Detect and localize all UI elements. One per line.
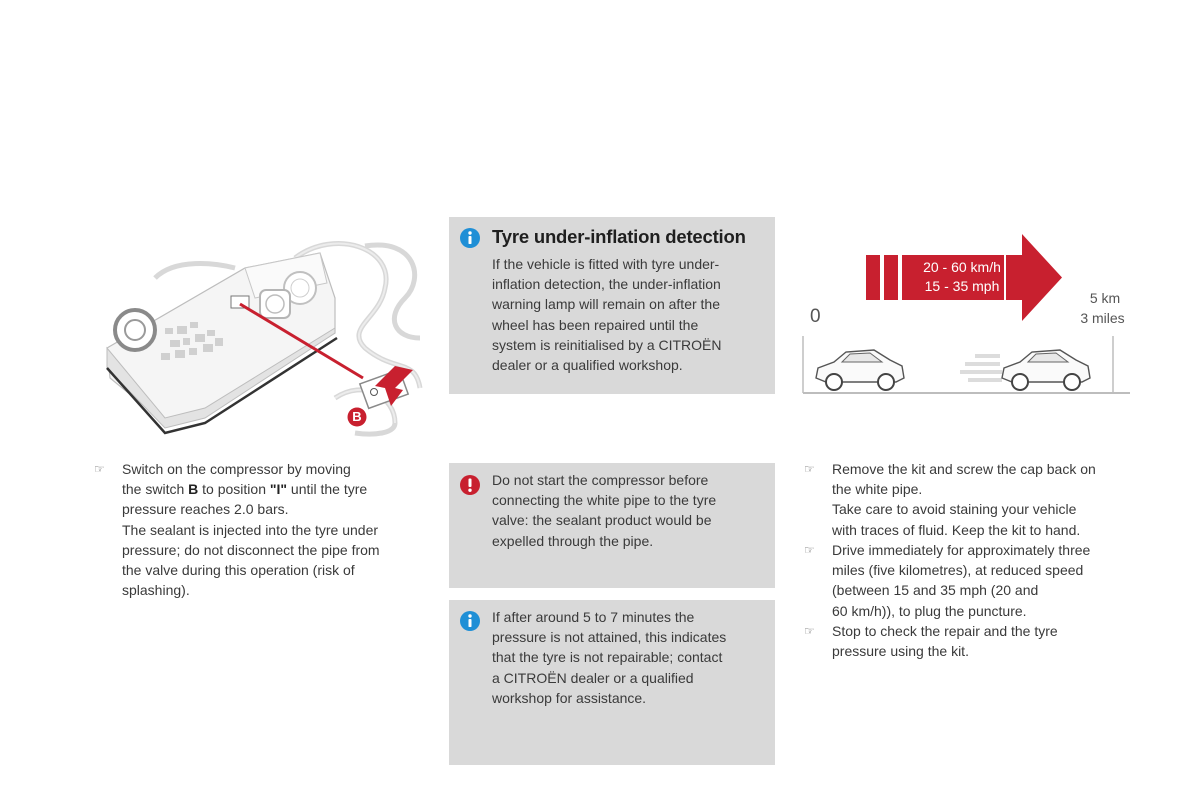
position-label: "I" [269,481,288,498]
text-line: valve: the sealant product would be [492,512,712,529]
text-line: splashing). [122,582,190,599]
text-line: pressure reaches 2.0 bars. [122,501,289,518]
speed-kmh: 20 - 60 km/h [923,259,1001,275]
text-line: If after around 5 to 7 minutes the [492,609,695,625]
text-line: pressure using the kit. [832,643,969,660]
warning-box-body [492,470,762,551]
text-line: Drive immediately for approximately three [832,542,1091,558]
text-line: inflation detection, the under-inflation [492,276,721,293]
text-line: expelled through the pipe. [492,532,654,549]
bullet-hand-icon: ☞ [804,624,815,638]
text-line: the switch [122,481,185,498]
text-line: miles (five kilometres), at reduced speed [832,562,1084,579]
left-instructions [122,459,422,600]
car-icon [812,344,907,394]
text-line: connecting the white pipe to the tyre [492,492,717,509]
speed-mph: 15 - 35 mph [924,278,1000,294]
text-line: that the tyre is not repairable; contact [492,649,723,666]
text-line: Stop to check the repair and the tyre [832,623,1058,639]
right-instruction-3 [832,621,1132,661]
bullet-hand-icon: ☞ [804,462,815,476]
end-distance-miles: 3 miles [1080,310,1125,326]
text-line: pressure; do not disconnect the pipe from [122,541,380,558]
bullet-hand-icon: ☞ [94,462,105,476]
warning-icon [460,475,480,495]
compressor-diagram [95,238,425,438]
text-line: If the vehicle is fitted with tyre under- [492,256,720,272]
right-instruction-2 [832,540,1132,621]
text-line: wheel has been repaired until the [492,316,699,333]
text-line: pressure is not attained, this indicates [492,629,727,646]
diagram-label-b: B [352,409,362,424]
text-line: the white pipe. [832,481,923,498]
text-line: Remove the kit and screw the cap back on [832,461,1096,477]
info-box-title: Tyre under-inflation detection [492,226,746,247]
text-line: workshop for assistance. [492,689,647,706]
bullet-hand-icon: ☞ [804,543,815,557]
text-line: until the tyre [287,481,368,498]
text-line: Switch on the compressor by moving [122,461,351,477]
text-line: Do not start the compressor before [492,472,709,488]
info-box2-body [492,607,762,708]
text-line: to position [198,481,270,498]
end-distance-km: 5 km [1089,290,1121,306]
text-line: Take care to avoid staining your vehicle [832,501,1077,518]
text-line: The sealant is injected into the tyre under [122,521,379,538]
text-line: a CITROËN dealer or a qualified [492,669,694,686]
info-icon [460,611,480,631]
text-line: the valve during this operation (risk of [122,562,355,579]
text-line: system is reinitialised by a CITROËN [492,336,722,353]
info-box-body [492,254,762,375]
info-icon [460,228,480,248]
right-instruction-1 [832,459,1132,540]
text-line: dealer or a qualified workshop. [492,357,683,374]
car-icon [998,344,1093,394]
speed-arrow-graphic [800,228,1135,398]
text-line: (between 15 and 35 mph (20 and [832,582,1039,599]
text-line: with traces of fluid. Keep the kit to hand. [832,521,1081,538]
text-line: 60 km/h)), to plug the puncture. [832,602,1027,619]
switch-label: B [188,481,199,498]
start-distance: 0 [810,306,821,327]
text-line: warning lamp will remain on after the [492,296,720,313]
